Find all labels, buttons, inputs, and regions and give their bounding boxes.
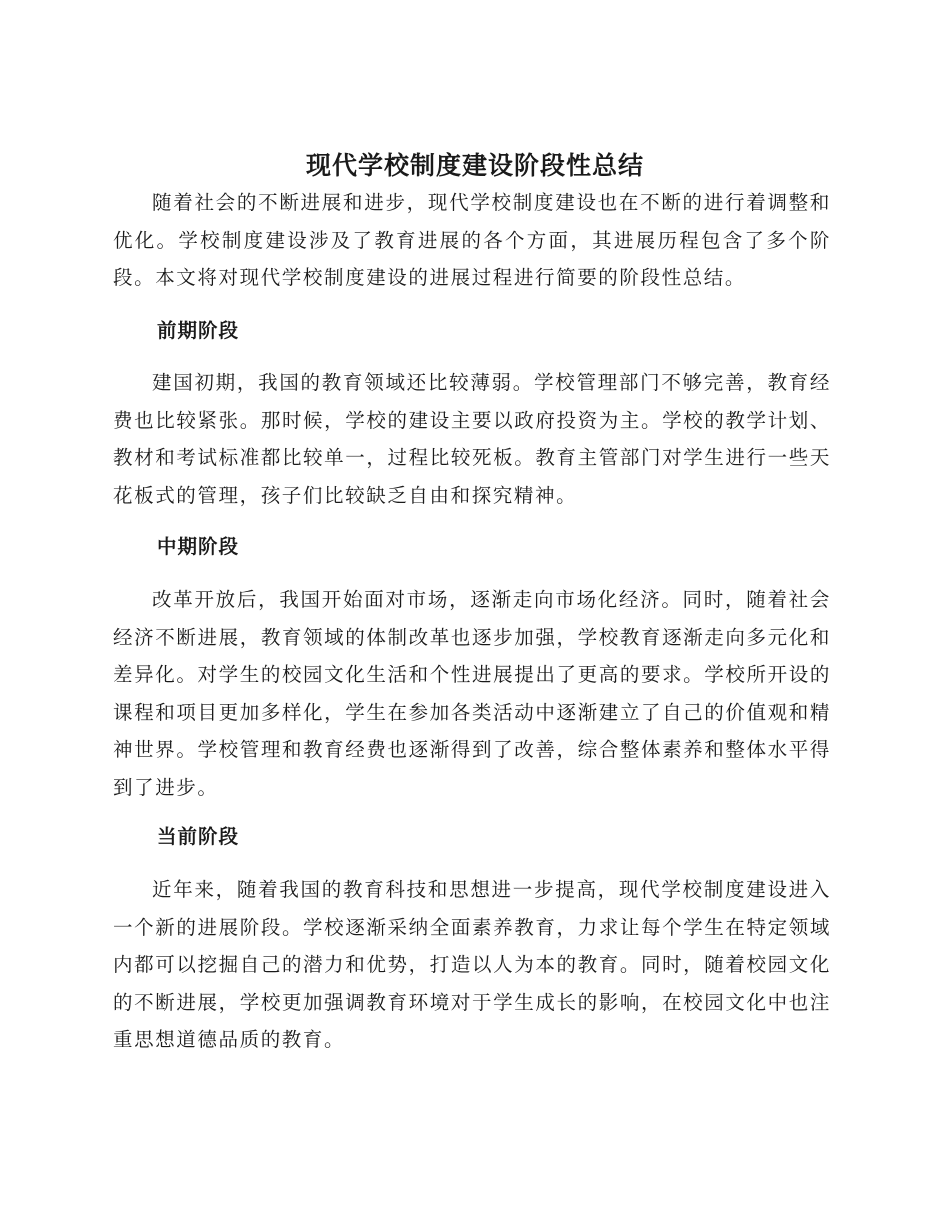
section-body-early: 建国初期，我国的教育领域还比较薄弱。学校管理部门不够完善，教育经费也比较紧张。那时候，学校的建设主要以政府投资为主。学校的教学计划、教材和考试标准都比较单一，过程比较死板。教育主管部门对学生进行一些天花板式的管理，孩子们比较缺乏自由和探究精神。 xyxy=(113,371,831,507)
section-heading-early: 前期阶段 xyxy=(157,319,240,342)
section-body-current: 近年来，随着我国的教育科技和思想进一步提高，现代学校制度建设进入一个新的进展阶段。学校逐渐采纳全面素养教育，力求让每个学生在特定领域内都可以挖掘自己的潜力和优势，打造以人为本的教育。同时，随着校园文化的不断进展，学校更加强调教育环境对于学生成长的影响，在校园文化中也注重思想道德品质的教育。 xyxy=(113,878,831,1051)
section-heading-current: 当前阶段 xyxy=(157,825,240,848)
intro-paragraph: 随着社会的不断进展和进步，现代学校制度建设也在不断的进行着调整和优化。学校制度建设涉及了教育进展的各个方面，其进展历程包含了多个阶段。本文将对现代学校制度建设的进展过程进行简要的阶段性总结。 xyxy=(113,191,831,289)
document-title: 现代学校制度建设阶段性总结 xyxy=(305,151,644,180)
section-heading-middle: 中期阶段 xyxy=(157,535,240,558)
section-body-middle: 改革开放后，我国开始面对市场，逐渐走向市场化经济。同时，随着社会经济不断进展，教育领域的体制改革也逐步加强，学校教育逐渐走向多元化和差异化。对学生的校园文化生活和个性进展提出了更高的要求。学校所开设的课程和项目更加多样化，学生在参加各类活动中逐渐建立了自己的价值观和精神世界。学校管理和教育经费也逐渐得到了改善，综合整体素养和整体水平得到了进步。 xyxy=(113,588,831,799)
